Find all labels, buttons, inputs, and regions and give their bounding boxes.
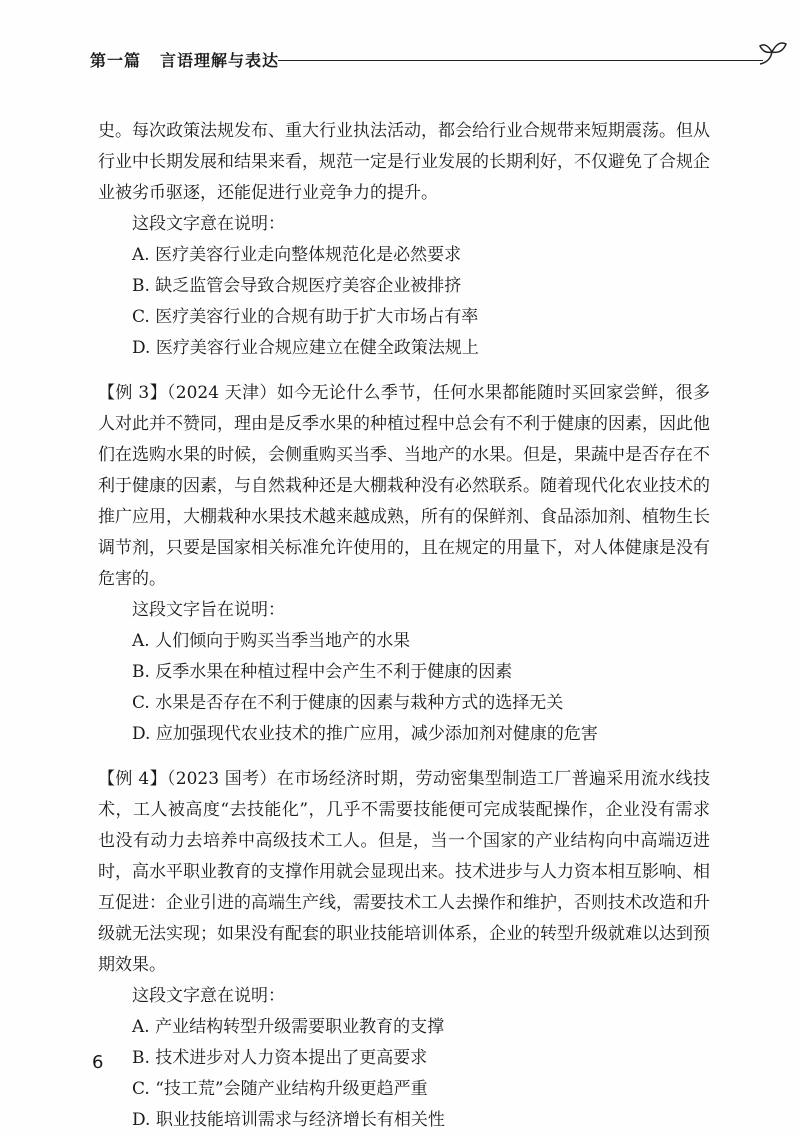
example4-question: 这段文字意在说明： <box>132 986 285 1006</box>
example4-option-a: A. 产业结构转型升级需要职业教育的支撑 <box>132 1017 445 1037</box>
example4-option-d: D. 职业技能培训需求与经济增长有相关性 <box>132 1110 445 1130</box>
header-part-label: 第一篇 <box>90 51 142 70</box>
running-header <box>88 44 708 74</box>
example3-option-d: D. 应加强现代农业技术的推广应用，减少添加剂对健康的危害 <box>132 724 598 744</box>
example3-label: 【例 3】（2024 天津） <box>98 383 277 403</box>
intro-option-d: D. 医疗美容行业合规应建立在健全政策法规上 <box>132 338 479 358</box>
example3-block <box>98 378 710 595</box>
page-number: 6 <box>92 1052 104 1073</box>
example4-block <box>98 764 710 981</box>
example4-option-b: B. 技术进步对人力资本提出了更高要求 <box>132 1048 428 1068</box>
header-section-title: 言语理解与表达 <box>160 51 280 70</box>
intro-question: 这段文字意在说明： <box>132 214 285 234</box>
intro-option-c: C. 医疗美容行业的合规有助于扩大市场占有率 <box>132 307 479 327</box>
example4-option-c: C. “技工荒”会随产业结构升级更趋严重 <box>132 1079 428 1099</box>
example3-question: 这段文字旨在说明： <box>132 600 285 620</box>
example3-option-c: C. 水果是否存在不利于健康的因素与栽种方式的选择无关 <box>132 693 564 713</box>
example3-paragraph: 如今无论什么季节，任何水果都能随时买回家尝鲜，很多人对此并不赞同，理由是反季水果的种植过程中总会有不利于健康的因素，因此他们在选购水果的时候，会侧重购买当季、当地产的水果。但是，果蔬中是否存在不利于健康的因素，与自然栽种还是大棚栽种没有必然联系。随着现代化农业技术的推广应用，大棚栽种水果技术越来越成熟，所有的保鲜剂、食品添加剂、植物生长调节剂，只要是国家相关标准允许使用的，且在规定的用量下，对人体健康是没有危害的。 <box>98 383 711 589</box>
example3-option-a: A. 人们倾向于购买当季当地产的水果 <box>132 631 411 651</box>
intro-paragraph: 史。每次政策法规发布、重大行业执法活动，都会给行业合规带来短期震荡。但从行业中长期发展和结果来看，规范一定是行业发展的长期利好，不仅避免了合规企业被劣币驱逐，还能促进行业竞争力的提升。 <box>98 121 710 203</box>
page-content <box>98 116 710 1136</box>
example4-paragraph: 在市场经济时期，劳动密集型制造工厂普遍采用流水线技术，工人被高度“去技能化”，几乎不需要技能便可完成装配操作，企业没有需求也没有动力去培养中高级技术工人。但是，当一个国家的产业结构向中高端迈进时，高水平职业教育的支撑作用就会显现出来。技术进步与人力资本相互影响、相互促进：企业引进的高端生产线，需要技术工人去操作和维护，否则技术改造和升级就无法实现；如果没有配套的职业技能培训体系，企业的转型升级就难以达到预期效果。 <box>98 769 711 975</box>
example4-label: 【例 4】（2023 国考） <box>98 769 277 789</box>
intro-option-b: B. 缺乏监管会导致合规医疗美容企业被排挤 <box>132 276 462 296</box>
header-rule <box>278 60 763 61</box>
example3-option-b: B. 反季水果在种植过程中会产生不利于健康的因素 <box>132 662 513 682</box>
sprout-icon <box>756 36 788 68</box>
intro-option-a: A. 医疗美容行业走向整体规范化是必然要求 <box>132 245 462 265</box>
